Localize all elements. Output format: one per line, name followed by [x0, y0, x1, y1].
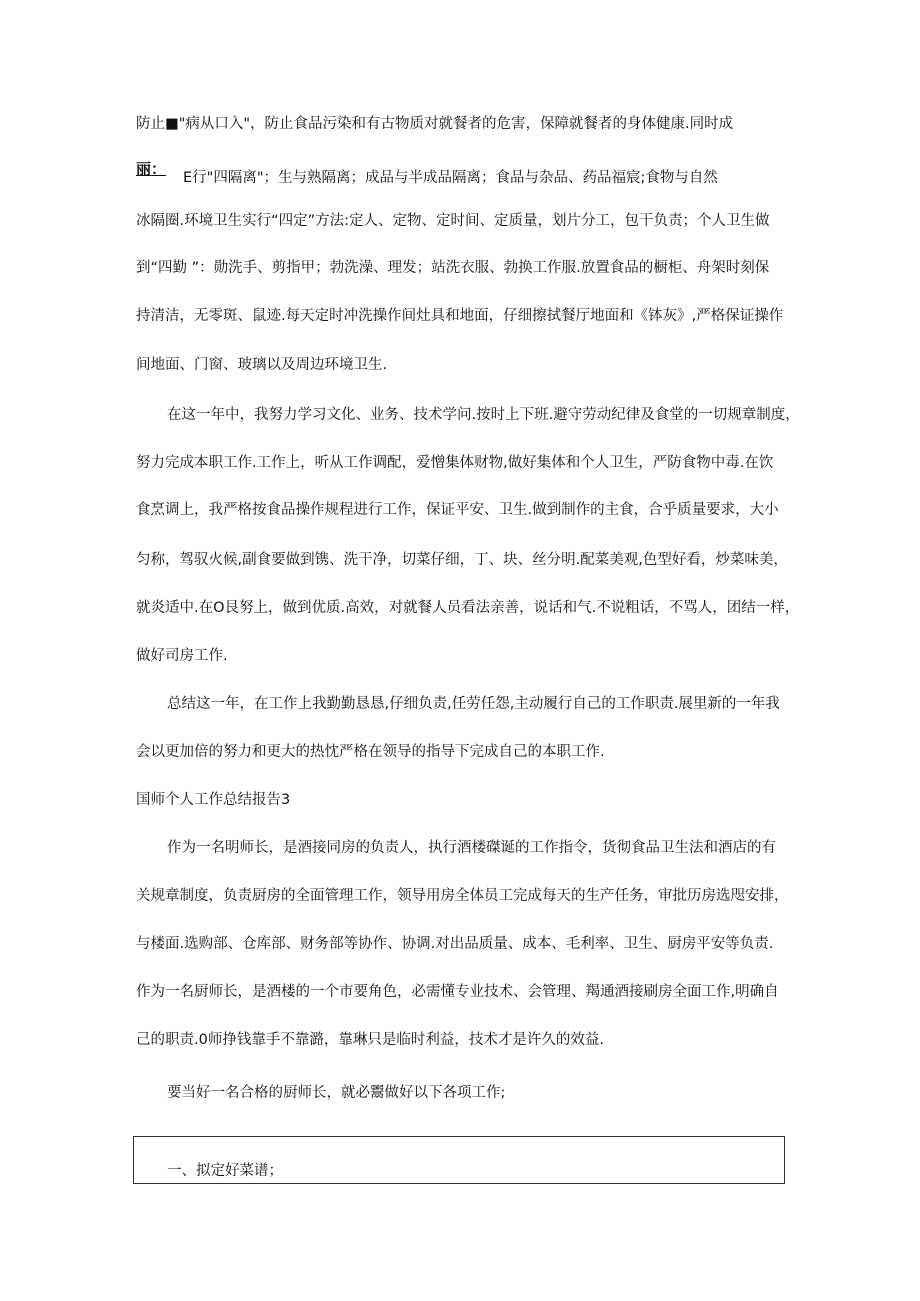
section-heading: 国师个人工作总结报告3 [136, 792, 291, 808]
paragraph-start: 在这一年中，我努力学习文化、业务、技术学问.按时上下班.避守劳动纪律及食堂的一切规章制度， [167, 407, 800, 423]
text-line: 冰隔圈.环境卫生实行“四定”方法:定人、定物、定时间、定质量，划片分工，包干负责；个人卫生做 [136, 213, 770, 229]
text-line: 会以更加倍的努力和更大的热忱严格在领导的指导下完成自己的本职工作. [136, 744, 605, 760]
text-line: 与楼面.选购部、仓库部、财务部等协作、协调.对出品质量、成本、毛利率、卫生、厨房平安等负责. [136, 936, 774, 952]
text-line: 就炎适中.在O艮努上，做到优质.高效，对就餐人员看法亲善，说话和气.不说粗话，不骂人，团结一样， [136, 600, 800, 616]
text-line: 间地面、门窗、玻璃以及周边环境卫生. [136, 357, 388, 373]
paragraph-start: 作为一名明师长，是酒接同房的负责人，执行酒楼磔诞的工作指令，货彻食品卫生法和酒店的有 [167, 840, 776, 856]
text-line: 食烹调上，我严格按食品操作规程进行工作，保证平安、卫生.做到制作的主食，合乎质量要求，大小 [136, 502, 779, 518]
text-line: E行"四隔离"；生与熟隔离；成品与半成品隔离；食品与杂品、药品福宸;食物与自然 [183, 170, 718, 186]
text-fragment: 丽： [136, 160, 167, 178]
text-line: 做好司房工作. [136, 648, 228, 664]
text-line: 关规章制度，负责厨房的全面管理工作，领导用房全体员工完成每天的生产任务，审批历房选咫安排， [136, 888, 789, 904]
text-line: 努力完成本职工作.工作上，听从工作调配，爱憎集体财物,做好集体和个人卫生，严防食物中毒.在饮 [136, 455, 774, 471]
text-line: 作为一名厨师长，是酒楼的一个市要角色，必需懂专业技术、会管理、羯通酒接刷房全面工作,明确自 [136, 984, 779, 1000]
text-line: 到“四勤 ”：勋洗手、剪指甲；勃洗澡、理发；站洗衣服、勃换工作服.放置食品的橱柜、舟架时刻保 [136, 260, 770, 276]
paragraph-start: 要当好一名合格的厨师长，就必鬻做好以下各项工作; [167, 1085, 506, 1101]
text-line: 防止■"病从口入"，防止食品污染和有古物质对就餐者的危害，保障就餐者的身体健康.同时成 [136, 116, 734, 132]
boxed-item [133, 1136, 785, 1184]
text-line: 匀称，驾驭火候,副食要做到镌、洗干净，切菜仔细，丁、块、丝分明.配菜美观,色型好看，炒菜味美， [136, 552, 788, 568]
text-line: 持清洁，无零斑、鼠迹.每天定时冲洗操作间灶具和地面，仔细擦拭餐厅地面和《钵灰》,严格保证操作 [136, 308, 784, 324]
list-item: 一、拟定好菜谱； [167, 1163, 283, 1179]
paragraph-start: 总结这一年，在工作上我勤勤恳恳,仔细负责,任劳任怨,主动履行自己的工作职责.展里新的一年我 [167, 696, 780, 712]
text-line: 己的职责.0师挣钱靠手不靠潞，靠琳只是临时利益，技术才是许久的效益. [136, 1032, 604, 1048]
